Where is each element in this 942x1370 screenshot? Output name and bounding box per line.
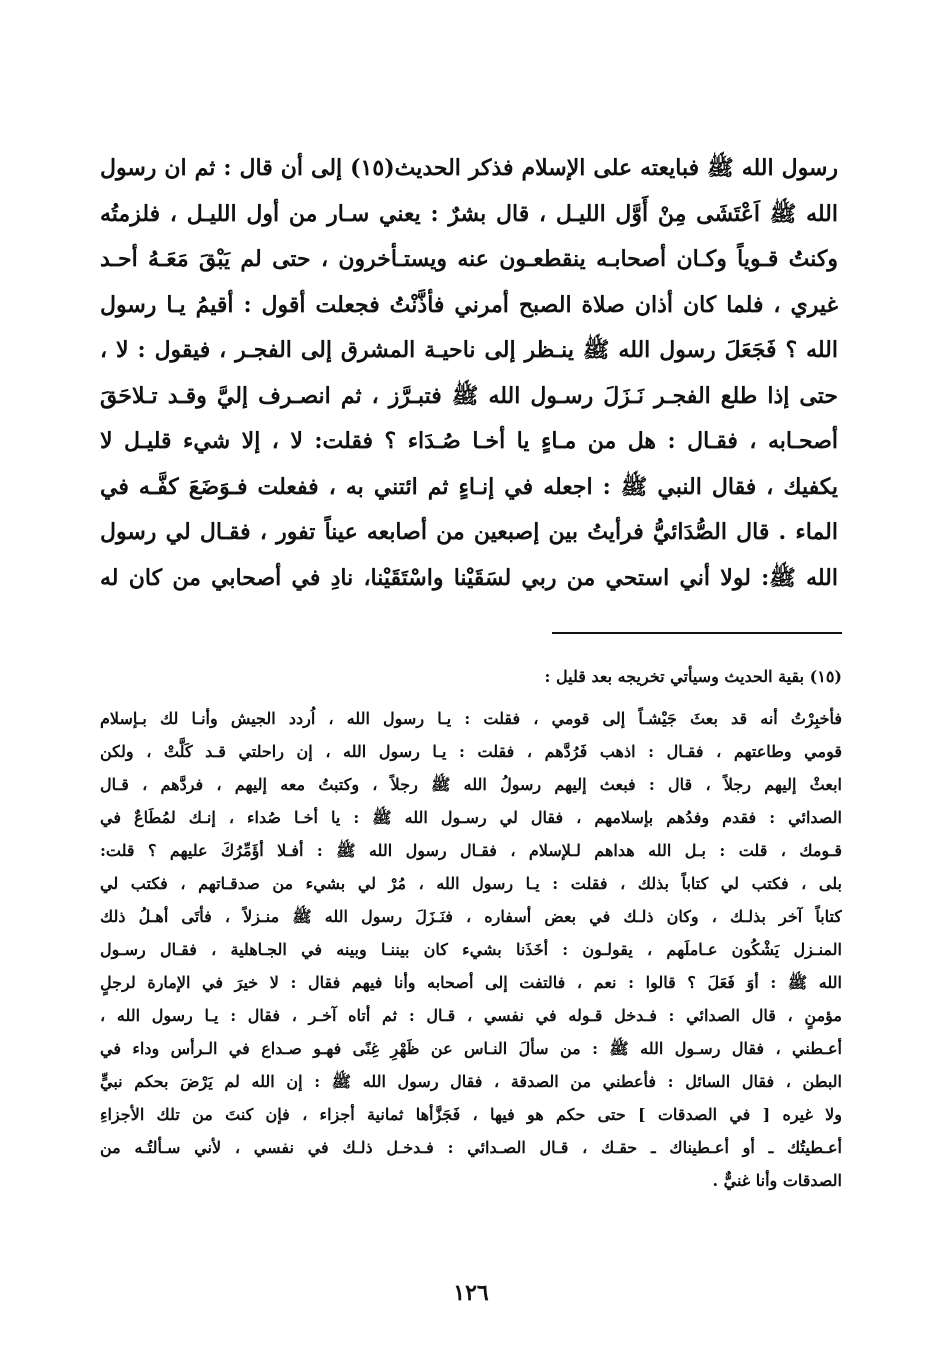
main-text-line: غيري ، فلما كان أذان صلاة الصبح أمرني فأذَّنْتُ فجعلت أقول : أقيمُ يـا رسول (100, 291, 838, 318)
footnote-line: الصدائي : فقدم وفدُهم بإسلامهم ، فقال لي رسـول الله ﷺ : يا أخـا صُداء ، إنـك لمُطَاعٌ في (100, 808, 842, 827)
footnote-line: كتاباً آخر بذلـك ، وكان ذلـك في بعض أسفاره ، فنَـزَلَ رسول الله ﷺ منـزلاً ، فأتَى أهـلُ ذلك (100, 907, 842, 926)
main-text-line: الماء . قال الصُّدَائيُّ فرأيتُ بين إصبعين من أصابعه عيناً تفور ، فقـال لي رسول (100, 519, 838, 545)
footnote-line: الله ﷺ : أوَ فَعَلَ ؟ قالوا : نعم ، فالتفت إلى أصحابه وأنا فيهم فقال : لا خيرَ في الإمارة لرجلٍ (100, 973, 842, 992)
footnote-line: المنـزل يَشْكُون عـاملَهم ، يقولـون : أخَذَنا بشيء كان بيننـا وبينه في الجـاهلية ، فقـال رسـول (100, 940, 842, 959)
footnote-line: البطن ، فقال السائل : فأعطني من الصدقة ، فقال رسول الله ﷺ : إن الله لم يَرْضَ بحكم نبيٍّ (100, 1072, 842, 1091)
main-text-line: وكنتُ قـوياً وكـان أصحابـه ينقطعـون عنه ويستـأخرون ، حتى لم يَبْقَ مَعَـهُ أحـد (100, 246, 838, 272)
footnote-line: قومي وطاعتهم ، فقـال : اذهب فَرُدَّهم ، فقلت : يـا رسول الله ، إن راحلتي قـد كَلَّتْ ، ولكن (100, 742, 842, 761)
footnote-line: ابعثْ إليهم رجلاً ، قال : فبعث إليهم رسولُ الله ﷺ رجلاً ، وكتبتُ معه إليهم ، فردَّهم ، قـال (100, 775, 842, 794)
main-text-line: الله ؟ فَجَعَلَ رسول الله ﷺ ينـظر إلى ناحيـة المشرق إلى الفجـر ، فيقول : لا ، (100, 337, 838, 363)
footnote-line: بلى ، فكتب لي كتاباً بذلك ، فقلت : يـا رسول الله ، مُرْ لي بشيء من صدقـاتهم ، فكتب لي (100, 874, 842, 893)
main-text-line: أصحـابه ، فقـال : هل من مـاءٍ يا أخـا صُـدَاء ؟ فقلت: لا ، إلا شيء قليـل لا (100, 428, 838, 454)
main-text-line: الله ﷺ اَعْتَشَى مِنْ أَوَّل الليـل ، قال بشرٌ : يعني سـار من أول الليـل ، فلزمتُه (100, 200, 838, 227)
footnote-separator (552, 632, 842, 634)
footnote-line: ولا غيره [ في الصدقات ] حتى حكم هو فيها ، فَجَزَّأها ثمانية أجزاء ، فإن كنتَ من تلك الأجزاءِ (100, 1105, 842, 1124)
footnote-line: الصدقات وأنا غنيٌّ . (712, 1171, 842, 1190)
footnote-line: أعـطيتُك ـ أو أعـطيناك ـ حقـك ، قـال الصـدائي : فـدخـل ذلـك في نفسي ، لأني سـألتُـه من (100, 1138, 842, 1157)
footnote-heading: (١٥) بقية الحديث وسيأتي تخريجه بعد قليل : (544, 667, 842, 686)
footnote-line: أعـطني ، فقال رسـول الله ﷺ : من سألَ النـاس عن ظَهْرِ غِنًى فهـو صـداع في الـرأس وداء في (100, 1039, 842, 1058)
main-text-line: حتى إذا طلع الفجـر نَـزَلَ رسـول الله ﷺ فتبـرَّز ، ثم انصـرف إليَّ وقـد تـلاحَقَ (100, 382, 838, 409)
page-number: ١٢٦ (453, 1280, 489, 1306)
main-text-line: الله ﷺ: لولا أني استحي من ربي لسَقَيْنا واسْتَقَيْنا، نادِ في أصحابي من كان له (100, 564, 838, 591)
footnote-line: قـومك ، قلت : بـل الله هداهم لـلإسلام ، فقـال رسول الله ﷺ : أفـلا أؤَمِّرُكَ عليهم ؟ قلت: (100, 841, 842, 860)
footnote-block (100, 662, 842, 1197)
footnote-line: مؤمنٍ ، قال الصدائي : فـدخل قـوله في نفسي ، قـال : ثم أتاه آخـر ، فقال : يـا رسول الله ، (100, 1006, 842, 1025)
main-text-line: رسول الله ﷺ فبايعته على الإسلام فذكر الحديث(١٥) إلى أن قال : ثم ان رسول (100, 155, 838, 181)
main-text-block (100, 146, 838, 601)
main-text-line: يكفيك ، فقال النبي ﷺ : اجعله في إنـاءٍ ثم ائتني به ، ففعلت فـوَضَعَ كفَّـه في (100, 473, 838, 500)
footnote-line: فأخبِرْتُ أنه قد بعثَ جَيْشـاً إلى قومي ، فقلت : يـا رسول الله ، اُردد الجيش وأنـا لك بـإسلام (100, 709, 842, 728)
